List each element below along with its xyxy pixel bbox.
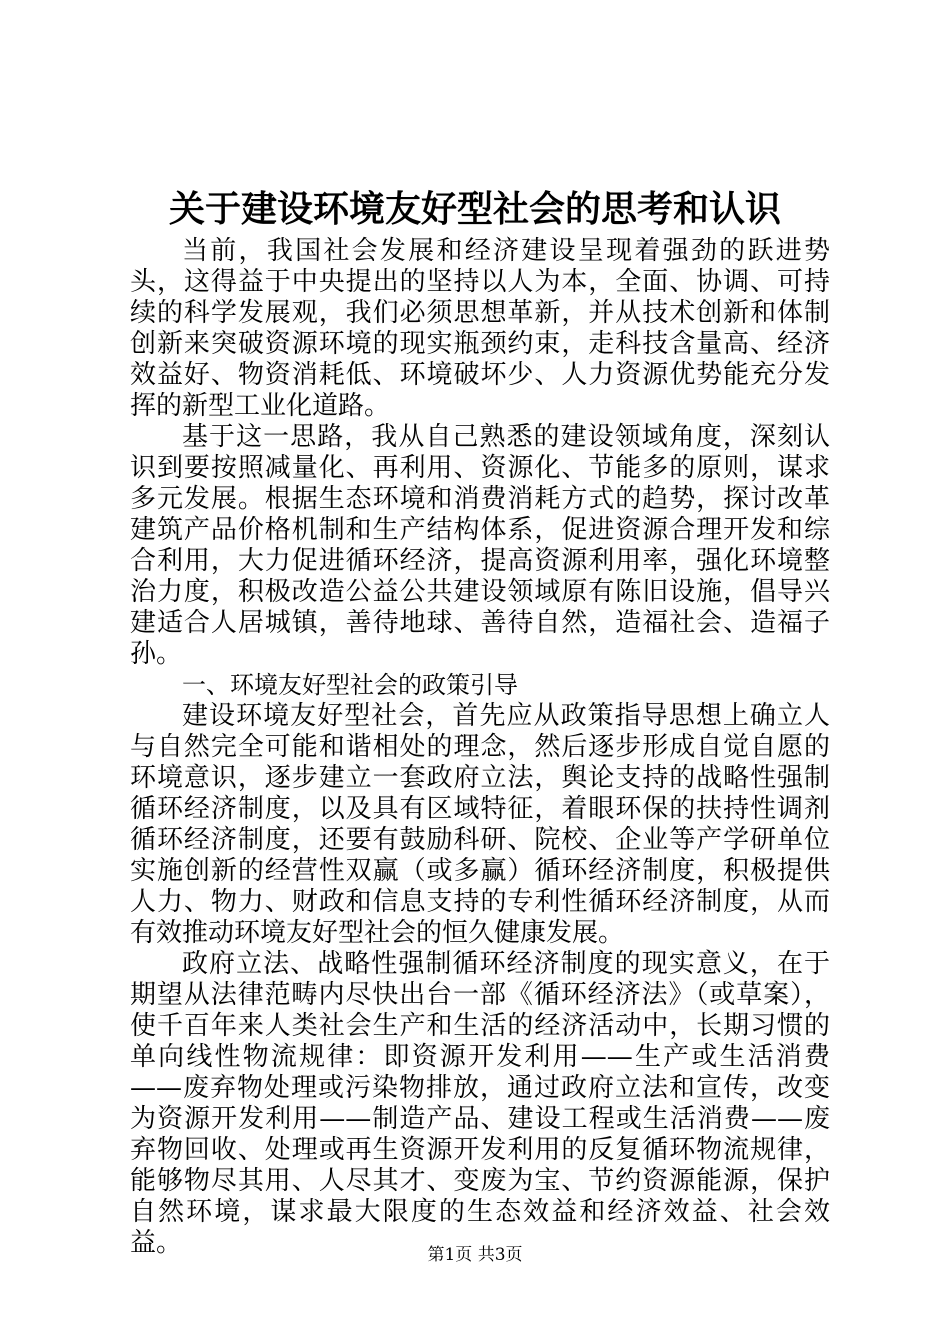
paragraph-approach: 基于这一思路，我从自己熟悉的建设领域角度，深刻认识到要按照减量化、再利用、资源化、节能多的原则，谋求多元发展。根据生态环境和消费消耗方式的趋势，探讨改革建筑产品价格机制和生产结构体系，促进资源合理开发和综合利用，大力促进循环经济，提高资源利用率，强化环境整治力度，积极改造公益公共建设领域原有陈旧设施，倡导兴建适合人居城镇，善待地球、善待自然，造福社会、造福子孙。: [130, 422, 830, 669]
document-body: [130, 236, 830, 1259]
section-heading: 一、环境友好型社会的政策引导: [182, 671, 518, 699]
page-footer: 第1页 共3页: [427, 1245, 523, 1265]
paragraph-legislation: 政府立法、战略性强制循环经济制度的现实意义，在于期望从法律范畴内尽快出台一部《循环经济法》（或草案），使千百年来人类社会生产和生活的经济活动中，长期习惯的单向线性物流规律：即资源开发利用——生产或生活消费——废弃物处理或污染物排放，通过政府立法和宣传，改变为资源开发利用——制造产品、建设工程或生活消费——废弃物回收、处理或再生资源开发利用的反复循环物流规律，能够物尽其用、人尽其才、变废为宝、节约资源能源，保护自然环境，谋求最大限度的生态效益和经济效益、社会效益。: [130, 949, 830, 1258]
paragraph-intro: 当前，我国社会发展和经济建设呈现着强劲的跃进势头，这得益于中央提出的坚持以人为本，全面、协调、可持续的科学发展观，我们必须思想革新，并从技术创新和体制创新来突破资源环境的现实瓶颈约束，走科技含量高、经济效益好、物资消耗低、环境破坏少、人力资源优势能充分发挥的新型工业化道路。: [130, 236, 830, 421]
document-title: 关于建设环境友好型社会的思考和认识: [168, 188, 781, 230]
paragraph-policy: 建设环境友好型社会，首先应从政策指导思想上确立人与自然完全可能和谐相处的理念，然后逐步形成自觉自愿的环境意识，逐步建立一套政府立法，舆论支持的战略性强制循环经济制度，以及具有区域特征，着眼环保的扶持性调剂循环经济制度，还要有鼓励科研、院校、企业等产学研单位实施创新的经营性双赢（或多赢）循环经济制度，积极提供人力、物力、财政和信息支持的专利性循环经济制度，从而有效推动环境友好型社会的恒久健康发展。: [130, 701, 830, 948]
